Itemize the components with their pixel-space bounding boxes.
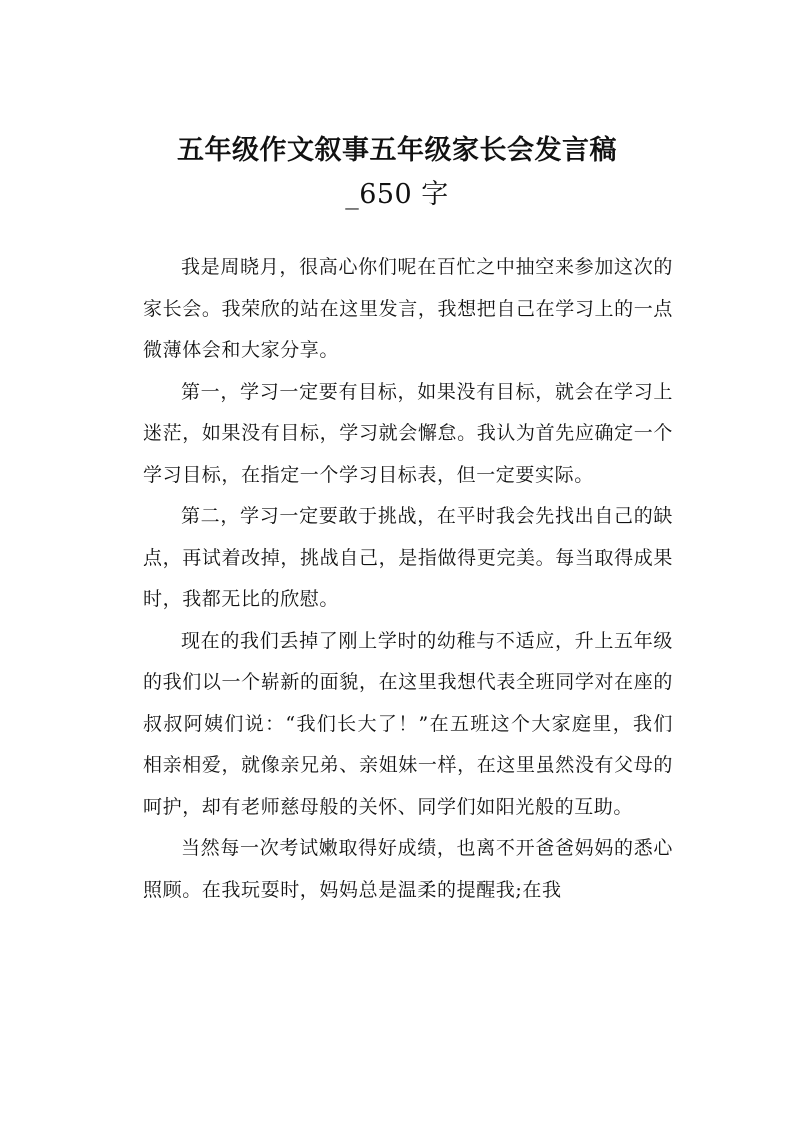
title-line-2: _650 字 [345, 179, 449, 211]
document-title [0, 129, 794, 217]
document-body [143, 247, 673, 911]
paragraph-2: 第一，学习一定要有目标，如果没有目标，就会在学习上迷茫，如果没有目标，学习就会懈怠。我认为首先应确定一个学习目标，在指定一个学习目标表，但一定要实际。 [143, 380, 673, 486]
paragraph-3: 第二，学习一定要敢于挑战，在平时我会先找出自己的缺点，再试着改掉，挑战自己，是指做得更完美。每当取得成果时，我都无比的欣慰。 [143, 505, 673, 610]
paragraph-4: 现在的我们丢掉了刚上学时的幼稚与不适应，升上五年级的我们以一个崭新的面貌，在这里我想代表全班同学对在座的叔叔阿姨们说：“我们长大了！”在五班这个大家庭里，我们相亲相爱，就像亲兄弟、亲姐妹一样，在这里虽然没有父母的呵护，却有老师慈母般的关怀、同学们如阳光般的互助。 [143, 629, 673, 818]
title-line-1: 五年级作文叙事五年级家长会发言稿 [177, 135, 617, 167]
paragraph-5: 当然每一次考试嫩取得好成绩，也离不开爸爸妈妈的悉心照顾。在我玩耍时，妈妈总是温柔的提醒我;在我 [143, 837, 673, 901]
paragraph-1: 我是周晓月，很高心你们呢在百忙之中抽空来参加这次的家长会。我荣欣的站在这里发言，我想把自己在学习上的一点微薄体会和大家分享。 [143, 256, 673, 361]
